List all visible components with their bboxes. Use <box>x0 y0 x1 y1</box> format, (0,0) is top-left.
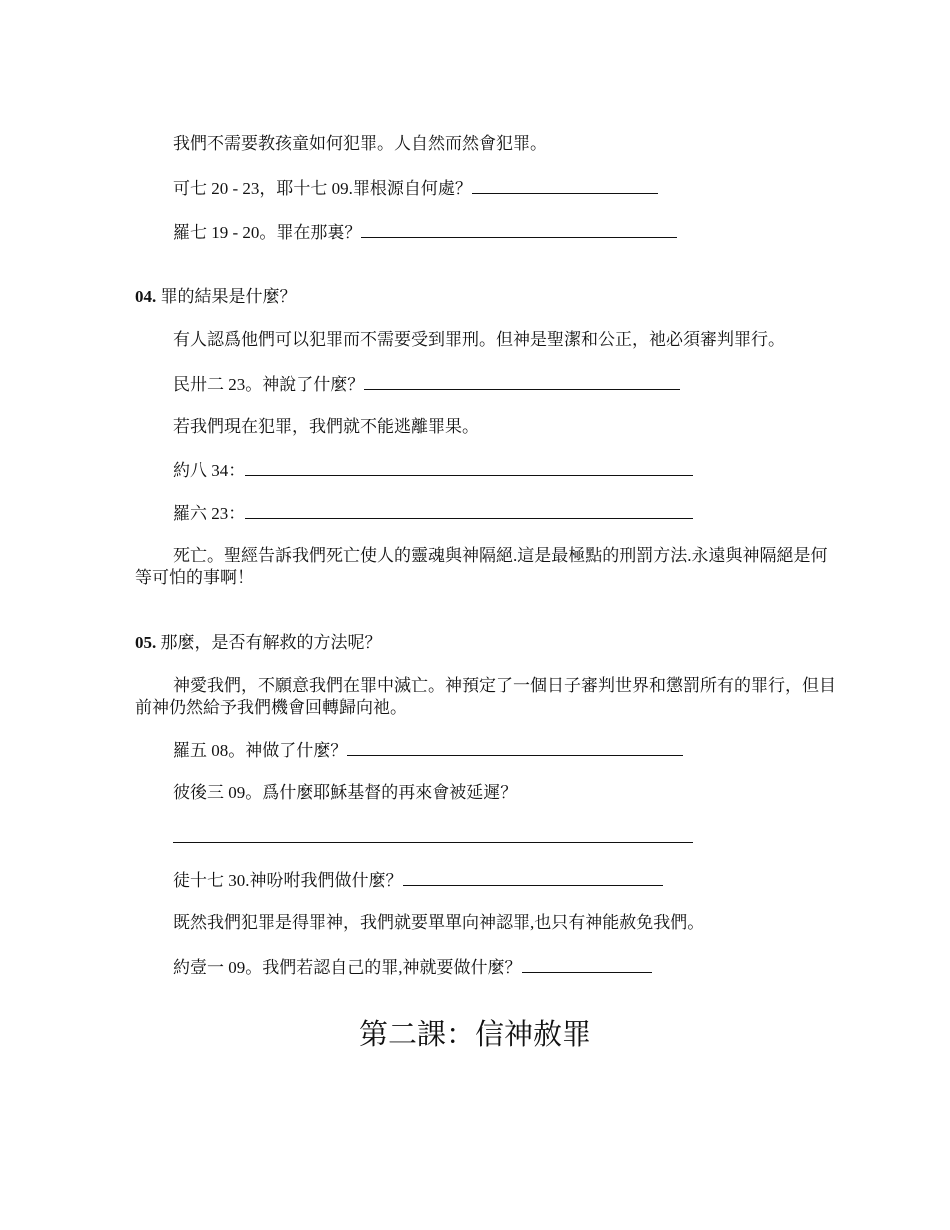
line-text: 可七 20 - 23，耶十七 09.罪根源自何處？ <box>173 179 472 198</box>
section-number: 04. <box>135 287 157 306</box>
answer-blank[interactable] <box>347 739 683 756</box>
paragraph: 神愛我們，不願意我們在罪中滅亡。神預定了一個日子審判世界和懲罰所有的罪行，但目前神仍然給予我們機會回轉歸向祂。 <box>135 676 836 717</box>
line-text: 羅五 08。神做了什麼？ <box>173 741 348 760</box>
question-line <box>173 459 693 482</box>
text-line <box>173 329 785 351</box>
answer-blank[interactable] <box>472 177 658 194</box>
line-text: 彼後三 09。爲什麼耶穌基督的再來會被延遲？ <box>173 783 518 802</box>
question-line <box>173 956 652 979</box>
question-line <box>173 221 677 244</box>
answer-blank[interactable] <box>245 502 693 519</box>
answer-blank[interactable] <box>522 956 652 973</box>
section-heading <box>135 286 297 308</box>
line-text: 若我們現在犯罪，我們就不能逃離罪果。 <box>173 417 479 436</box>
answer-blank[interactable] <box>403 869 663 886</box>
section-number: 05. <box>135 633 157 652</box>
line-text: 民卅二 23。神說了什麼？ <box>173 375 365 394</box>
answer-blank[interactable] <box>245 459 693 476</box>
line-text: 羅七 19 - 20。罪在那裏？ <box>173 223 362 242</box>
line-text: 約壹一 09。我們若認自己的罪,神就要做什麼？ <box>173 958 522 977</box>
text-line <box>173 416 479 438</box>
paragraph: 死亡。聖經告訴我們死亡使人的靈魂與神隔絕.這是最極點的刑罰方法.永遠與神隔絕是何等可怕的事啊！ <box>135 546 828 587</box>
answer-blank[interactable] <box>361 221 677 238</box>
text-line <box>173 133 547 155</box>
line-text: 有人認爲他們可以犯罪而不需要受到罪刑。但神是聖潔和公正，祂必須審判罪行。 <box>173 330 785 349</box>
question-line <box>173 782 517 804</box>
section-heading-text: 那麼，是否有解救的方法呢？ <box>160 633 382 652</box>
line-text: 約八 34： <box>173 461 246 480</box>
section-heading-text: 罪的結果是什麼？ <box>160 287 297 306</box>
section-heading <box>135 632 382 654</box>
line-text: 既然我們犯罪是得罪神，我們就要單單向神認罪,也只有神能赦免我們。 <box>173 913 705 932</box>
question-line <box>173 739 683 762</box>
question-line <box>173 502 693 525</box>
line-text: 羅六 23： <box>173 504 246 523</box>
answer-blank[interactable] <box>364 373 680 390</box>
question-line <box>173 177 658 200</box>
text-line <box>173 912 704 934</box>
answer-line <box>173 826 693 849</box>
line-text: 徒十七 30.神吩咐我們做什麼？ <box>173 871 403 890</box>
lesson-title: 第二課：信神赦罪 <box>358 1017 591 1051</box>
answer-blank[interactable] <box>173 826 693 843</box>
question-line <box>173 373 680 396</box>
question-line <box>173 869 663 892</box>
line-text: 我們不需要教孩童如何犯罪。人自然而然會犯罪。 <box>173 134 547 153</box>
